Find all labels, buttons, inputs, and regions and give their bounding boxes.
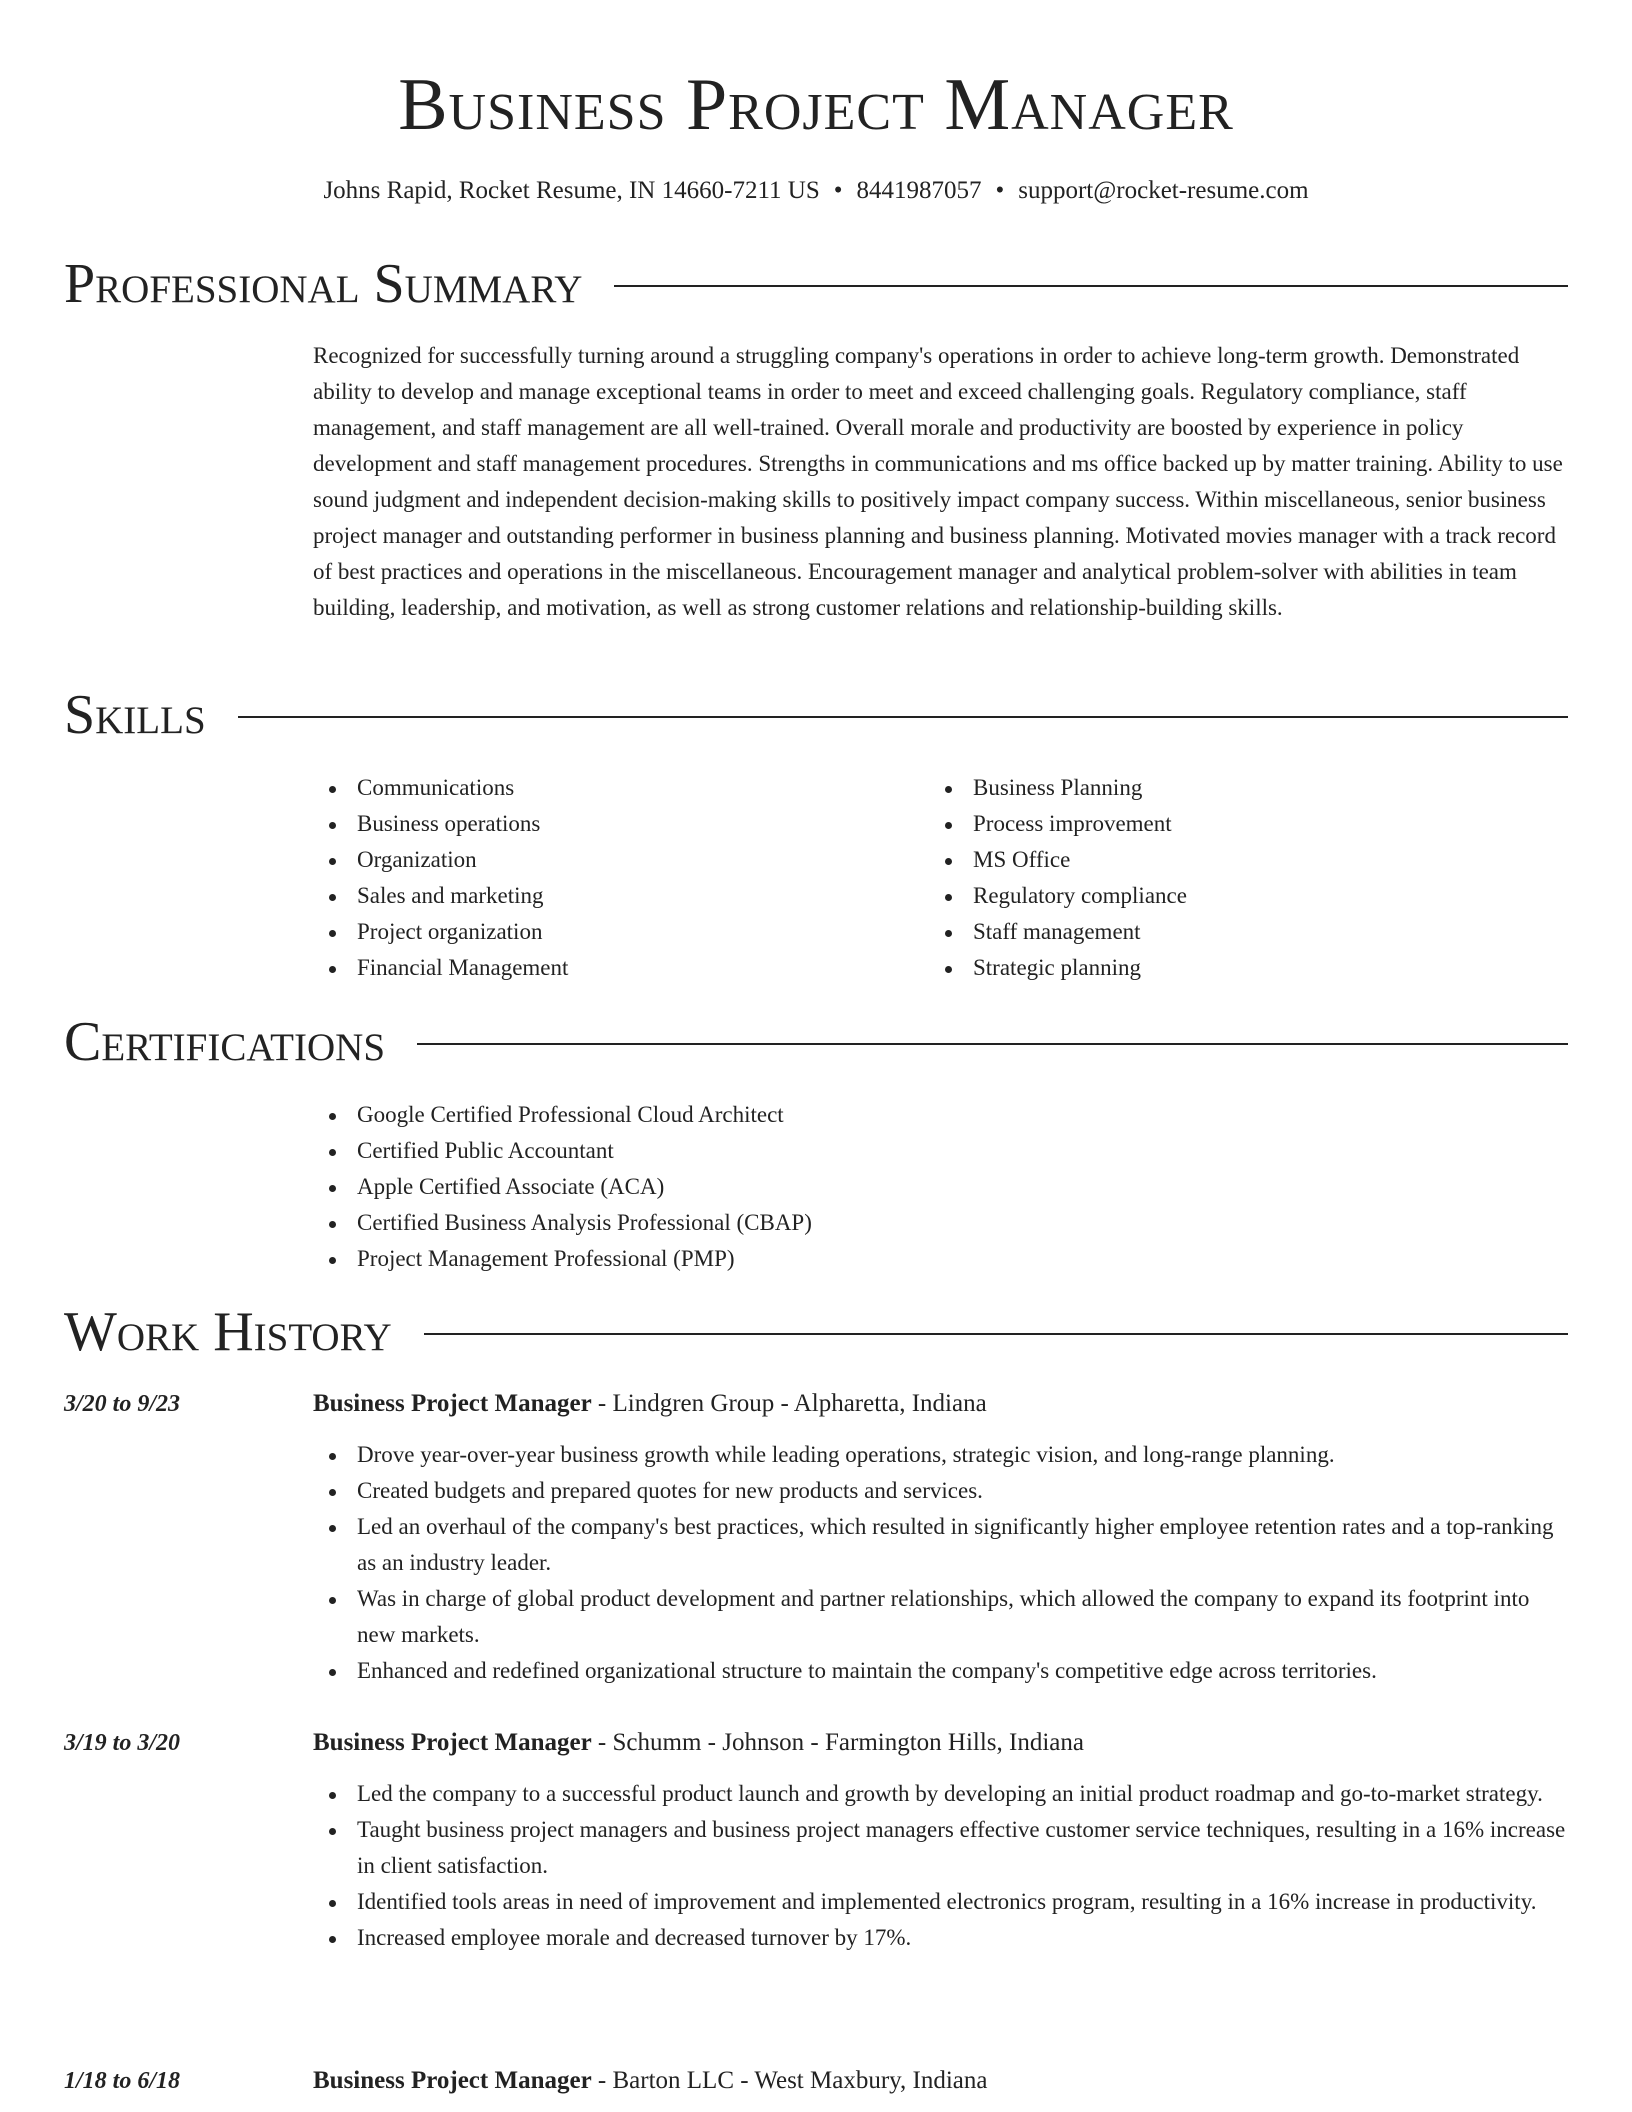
job-dates: 1/18 to 6/18: [64, 2068, 181, 2094]
job-dates: 3/19 to 3/20: [64, 1730, 181, 1756]
certifications-list: [313, 1097, 1563, 1277]
skill-item: Business operations: [313, 806, 893, 842]
certification-item: Apple Certified Associate (ACA): [313, 1169, 1563, 1205]
contact-email: support@rocket-resume.com: [1018, 177, 1309, 204]
skill-item: Organization: [313, 842, 893, 878]
job-header: [313, 2063, 988, 2099]
contact-separator: •: [833, 177, 843, 204]
job-role: Business Project Manager: [313, 1390, 592, 1417]
certifications-heading: Certifications: [64, 1011, 386, 1073]
job-details: - Barton LLC - West Maxbury, Indiana: [591, 2067, 988, 2094]
summary-heading: Professional Summary: [64, 253, 583, 315]
section-divider: [417, 1043, 1568, 1045]
job-bullet-list: [313, 1776, 1568, 1956]
work-history-section-header: [64, 1300, 1568, 1364]
skill-item: Project organization: [313, 914, 893, 950]
job-bullet-list: [313, 1437, 1568, 1689]
summary-text: Recognized for successfully turning around a struggling company's operations in order to achieve long-term growth. Demonstrated ability to develop and manage exceptional teams in order to meet and exceed challenging goals. Regulatory compliance, staff management, and staff management are all well-trained. Overall morale and productivity are boosted by experience in policy development and staff management procedures. Strengths in communications and ms office backed up by matter training. Ability to use sound judgment and independent decision-making skills to positively impact company success. Within miscellaneous, senior business project manager and outstanding performer in business planning and business planning. Motivated movies manager with a track record of best practices and operations in the miscellaneous. Encouragement manager and analytical problem-solver with abilities in team building, leadership, and motivation, as well as strong customer relations and relationship-building skills.: [313, 343, 1563, 620]
skill-item: Financial Management: [313, 950, 893, 986]
certifications-section-header: [64, 1010, 1568, 1074]
section-divider: [424, 1333, 1568, 1335]
work-history-heading: Work History: [64, 1301, 392, 1363]
certification-item: Certified Business Analysis Professional (CBAP): [313, 1205, 1563, 1241]
skills-section-header: [64, 683, 1568, 747]
contact-line: [0, 174, 1632, 208]
job-bullet: Identified tools areas in need of improvement and implemented electronics program, resulting in a 16% increase in productivity.: [313, 1884, 1568, 1920]
resume-title: Business Project Manager: [398, 64, 1234, 146]
skill-item: Sales and marketing: [313, 878, 893, 914]
skills-list-left: [313, 770, 893, 986]
contact-address: Johns Rapid, Rocket Resume, IN 14660-7211 US: [323, 177, 820, 204]
summary-section-header: [64, 252, 1568, 316]
job-details: - Lindgren Group - Alpharetta, Indiana: [591, 1390, 987, 1417]
job-bullet: Enhanced and redefined organizational structure to maintain the company's competitive edge across territories.: [313, 1653, 1568, 1689]
skills-heading: Skills: [64, 684, 206, 746]
certification-item: Project Management Professional (PMP): [313, 1241, 1563, 1277]
job-role: Business Project Manager: [313, 1729, 592, 1756]
skills-list-right: [929, 770, 1529, 986]
certification-item: Certified Public Accountant: [313, 1133, 1563, 1169]
skill-item: Staff management: [929, 914, 1529, 950]
job-bullet: Taught business project managers and business project managers effective customer service techniques, resulting in a 16% increase in client satisfaction.: [313, 1812, 1568, 1884]
skill-item: MS Office: [929, 842, 1529, 878]
contact-separator: •: [995, 177, 1005, 204]
section-divider: [238, 716, 1568, 718]
skill-item: Process improvement: [929, 806, 1529, 842]
job-bullet: Increased employee morale and decreased turnover by 17%.: [313, 1920, 1568, 1956]
job-details: - Schumm - Johnson - Farmington Hills, Indiana: [591, 1729, 1084, 1756]
job-dates: 3/20 to 9/23: [64, 1391, 181, 1417]
certification-item: Google Certified Professional Cloud Architect: [313, 1097, 1563, 1133]
job-bullet: Led an overhaul of the company's best practices, which resulted in significantly higher employee retention rates and a top-ranking as an industry leader.: [313, 1509, 1568, 1581]
skill-item: Business Planning: [929, 770, 1529, 806]
job-bullet: Drove year-over-year business growth while leading operations, strategic vision, and long-range planning.: [313, 1437, 1568, 1473]
contact-phone: 8441987057: [856, 177, 982, 204]
job-role: Business Project Manager: [313, 2067, 592, 2094]
job-bullet: Was in charge of global product development and partner relationships, which allowed the company to expand its footprint into new markets.: [313, 1581, 1568, 1653]
skill-item: Communications: [313, 770, 893, 806]
skill-item: Regulatory compliance: [929, 878, 1529, 914]
skill-item: Strategic planning: [929, 950, 1529, 986]
job-header: [313, 1386, 987, 1422]
job-bullet: Created budgets and prepared quotes for new products and services.: [313, 1473, 1568, 1509]
job-header: [313, 1725, 1084, 1761]
job-bullet: Led the company to a successful product launch and growth by developing an initial product roadmap and go-to-market strategy.: [313, 1776, 1568, 1812]
section-divider: [614, 285, 1568, 287]
